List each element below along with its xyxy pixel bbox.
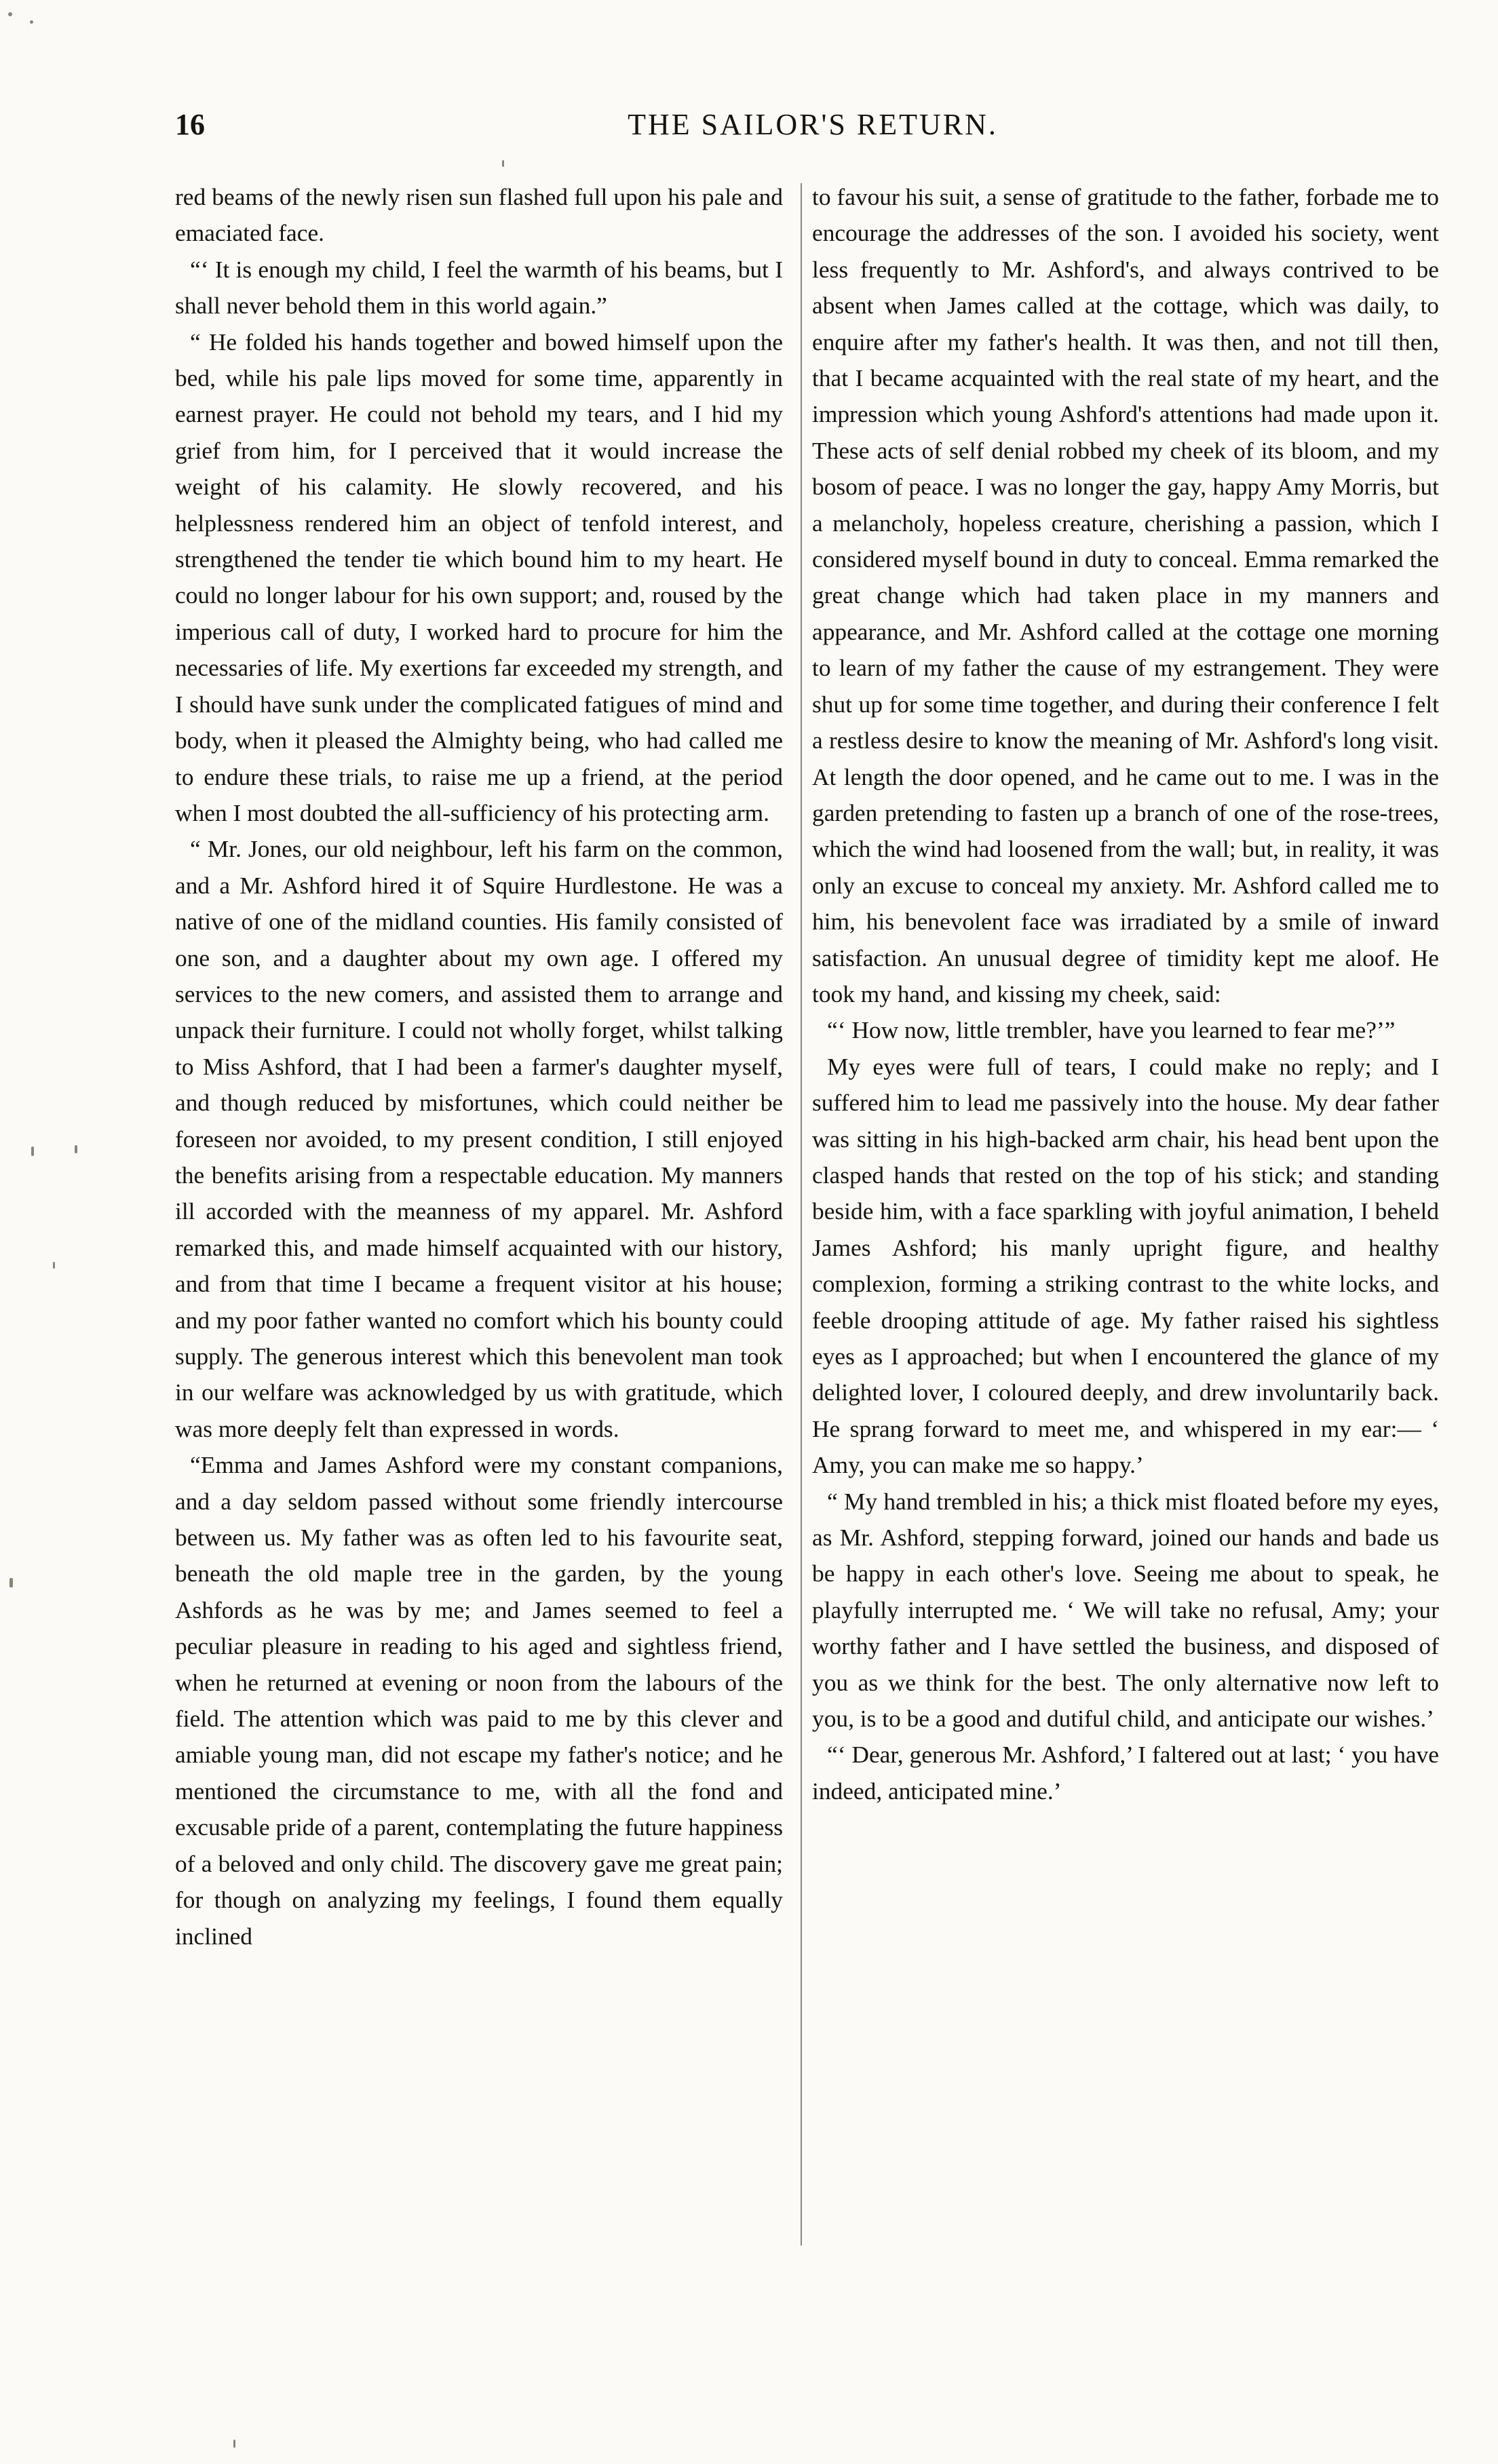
paper-speck [31, 1147, 34, 1156]
paragraph: “ He folded his hands together and bowed himself upon the bed, while his pale lips moved for some time, apparently in earnest prayer. He could not behold my tears, and I hid my grief from him, for I perceived that it would increase the weight of his calamity. He slowly recovered, and his helplessness rendered him an object of tenfold interest, and strengthened the tender tie which bound him to my heart. He could no longer labour for his own support; and, roused by the imperious call of duty, I worked hard to procure for him the necessaries of life. My exertions far exceeded my strength, and I should have sunk under the complicated fatigues of mind and body, when it pleased the Almighty being, who had called me to endure these trials, to raise me up a friend, at the period when I most doubted the all-sufficiency of his protecting arm. [175, 328, 783, 826]
paragraph: My eyes were full of tears, I could make no reply; and I suffered him to lead me passively into the house. My dear father was sitting in his high-backed arm chair, his head bent upon the clasped hands that rested on the top of his stick; and standing beside him, with a face sparkling with joyful animation, I beheld James Ashford; his manly upright figure, and healthy complexion, forming a striking contrast to the white locks, and feeble drooping attitude of age. My father raised his sightless eyes as I approached; but when I encountered the glance of my delighted lover, I coloured deeply, and drew involuntarily back. He sprang forward to meet me, and whispered in my ear:— ‘ Amy, you can make me so happy.’ [812, 1052, 1439, 1479]
paper-speck [30, 20, 33, 24]
paragraph: “Emma and James Ashford were my constant companions, and a day seldom passed without some friendly intercourse between us. My father was as often led to his favourite seat, beneath the old maple tree in the garden, by the young Ashfords as he was by me; and James seemed to feel a peculiar pleasure in reading to his aged and sightless friend, when he returned at evening or noon from the labours of the field. The attention which was paid to me by this clever and amiable young man, did not escape my father's notice; and he mentioned the circumstance to me, with all the fond and excusable pride of a parent, contemplating the future happiness of a beloved and only child. The discovery gave me great pain; for though on analyzing my feelings, I found them equally inclined [175, 1451, 783, 1950]
paragraph: to favour his suit, a sense of gratitude to the father, forbade me to encourage the addresses of the son. I avoided his society, went less frequently to Mr. Ashford's, and always contrived to be absent when James called at the cottage, which was daily, to enquire after my father's health. It was then, and not till then, that I became acquainted with the real state of my heart, and the impression which young Ashford's attentions had made upon it. These acts of self denial robbed my cheek of its bloom, and my bosom of peace. I was no longer the gay, happy Amy Morris, but a melancholy, hopeless creature, cherishing a passion, which I considered myself bound in duty to conceal. Emma remarked the great change which had taken place in my manners and appearance, and Mr. Ashford called at the cottage one morning to learn of my father the cause of my estrangement. They were shut up for some time together, and during their conference I felt a restless desire to know the meaning of Mr. Ashford's long visit. At length the door opened, and he came out to me. I was in the garden pretending to fasten up a branch of one of the rose-trees, which the wind had loosened from the wall; but, in reality, it was only an excuse to conceal my anxiety. Mr. Ashford called me to him, his benevolent face was irradiated by a smile of inward satisfaction. An unusual degree of timidity kept me aloof. He took my hand, and kissing my cheek, said: [812, 183, 1439, 1007]
paragraph: “ Mr. Jones, our old neighbour, left his farm on the common, and a Mr. Ashford hired it of Squire Hurdlestone. He was a native of one of the midland counties. His family consisted of one son, and a daughter about my own age. I offered my services to the new comers, and assisted them to arrange and unpack their furniture. I could not wholly forget, whilst talking to Miss Ashford, that I had been a farmer's daughter myself, and though reduced by misfortunes, which could neither be foreseen nor avoided, to my present condition, I still enjoyed the benefits arising from a respectable education. My manners ill accorded with the meanness of my apparel. Mr. Ashford remarked this, and made himself acquainted with our history, and from that time I became a frequent visitor at his house; and my poor father wanted no comfort which his bounty could supply. The generous interest which this benevolent man took in our welfare was acknowledged by us with gratitude, which was more deeply felt than expressed in words. [175, 835, 783, 1442]
paper-speck [233, 2440, 235, 2448]
running-title: THE SAILOR'S RETURN. [628, 108, 998, 141]
paragraph: “‘ Dear, generous Mr. Ashford,’ I faltered out at last; ‘ you have indeed, anticipated mine.’ [812, 1741, 1439, 1805]
page-header [175, 107, 1451, 155]
page-number: 16 [175, 108, 205, 141]
paper-speck [53, 1262, 55, 1269]
column-divider [801, 183, 802, 2246]
paper-speck [8, 12, 12, 16]
right-column [812, 179, 1439, 2269]
paragraph: “ My hand trembled in his; a thick mist floated before my eyes, as Mr. Ashford, stepping forward, joined our hands and bade us be happy in each other's love. Seeing me about to speak, he playfully interrupted me. ‘ We will take no refusal, Amy; your worthy father and I have settled the business, and disposed of you as we think for the best. The only alternative now left to you, is to be a good and dutiful child, and anticipate our wishes.’ [812, 1487, 1439, 1733]
paragraph: “‘ How now, little trembler, have you learned to fear me?’” [827, 1016, 1396, 1044]
paper-speck [9, 1578, 13, 1587]
paragraph: red beams of the newly risen sun flashed full upon his pale and emaciated face. [175, 183, 783, 247]
paragraph: “‘ It is enough my child, I feel the warmth of his beams, but I shall never behold them in this world again.” [175, 255, 783, 320]
paper-speck [75, 1145, 77, 1153]
left-column [175, 179, 783, 2269]
paper-speck [502, 160, 504, 167]
